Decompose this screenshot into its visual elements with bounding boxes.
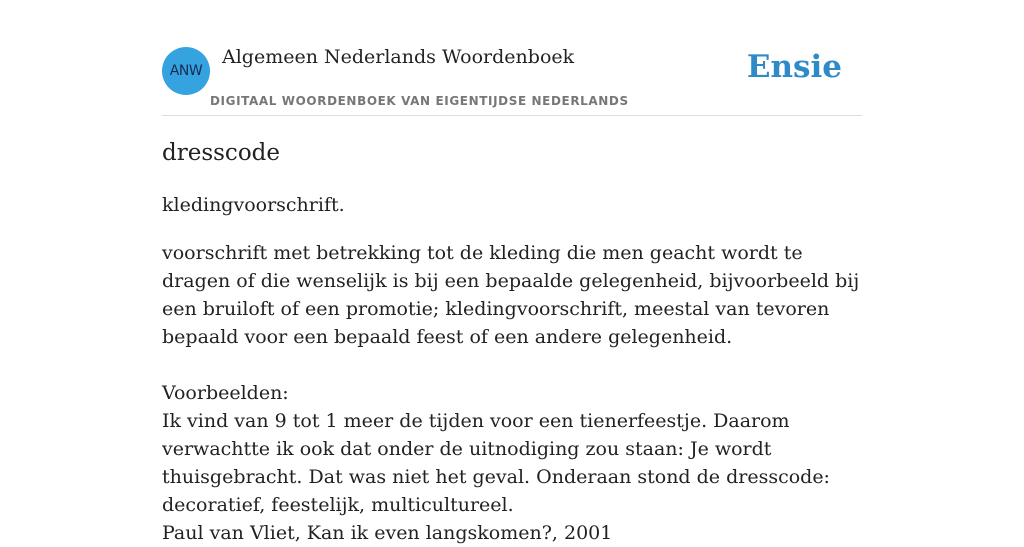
anw-logo[interactable]: ANW bbox=[162, 47, 210, 95]
examples-label: Voorbeelden: bbox=[162, 382, 289, 404]
paragraph-spacer bbox=[162, 351, 862, 379]
page bbox=[162, 0, 862, 544]
site-header bbox=[162, 0, 862, 116]
ensie-brand-logo[interactable]: Ensie bbox=[746, 49, 842, 85]
entry-headword: dresscode bbox=[162, 140, 280, 166]
entry-body bbox=[162, 239, 862, 547]
site-subtitle: DIGITAAL WOORDENBOEK VAN EIGENTIJDSE NEDERLANDS bbox=[210, 94, 629, 108]
entry-definition: voorschrift met betrekking tot de kleding die men geacht wordt te dragen of die wenselijk is bij een bepaalde gelegenheid, bijvoorbeeld bij een bruiloft of een promotie; kledingvoorschrift, meestal van tevoren bepaald voor een bepaald feest of een andere gelegenheid. bbox=[162, 242, 860, 348]
example-text: Ik vind van 9 tot 1 meer de tijden voor een tienerfeestje. Daarom verwachtte ik ook dat onder de uitnodiging zou staan: Je wordt thuisgebracht. Dat was niet het geval. Onderaan stond de dresscode: decoratief, feestelijk, multicultureel. bbox=[162, 410, 830, 516]
entry-short-definition: kledingvoorschrift. bbox=[162, 194, 345, 216]
site-title[interactable]: Algemeen Nederlands Woordenboek bbox=[222, 46, 575, 68]
example-source: Paul van Vliet, Kan ik even langskomen?, 2001 bbox=[162, 522, 613, 544]
